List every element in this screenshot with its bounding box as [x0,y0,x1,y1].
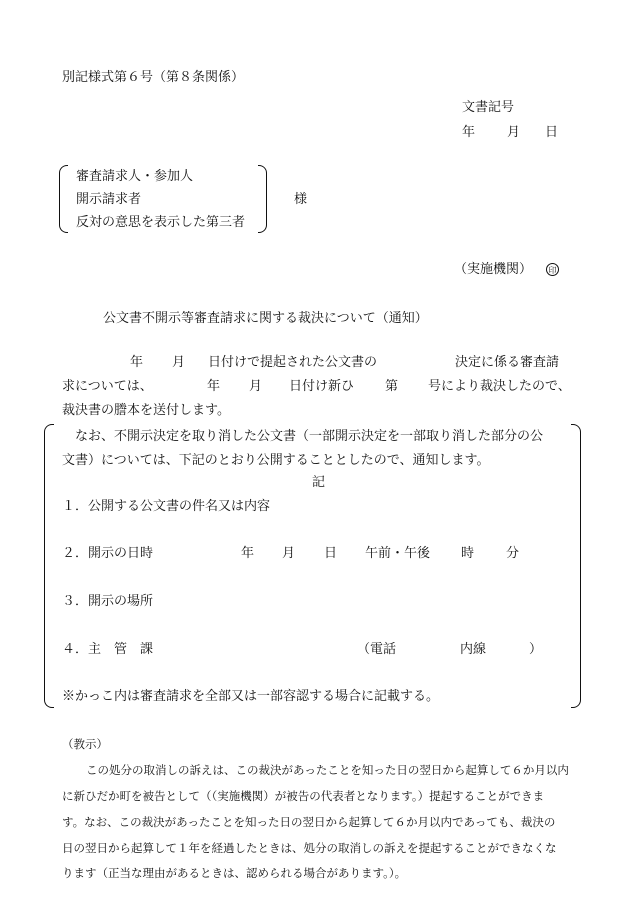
instruction-line: ります（正当な理由があるときは、認められる場合があります。）。 [62,866,407,880]
note: ※かっこ内は審査請求を全部又は一部容認する場合に記載する。 [62,689,440,704]
ki-heading: 記 [312,475,326,490]
item-3: ３．開示の場所 [62,594,154,609]
p1-text: 日付け新ひ [289,379,355,394]
item-4-label: ４．主 管 課 [62,642,154,657]
addressee-line: 審査請求人・参加人 [76,169,194,184]
honorific: 様 [294,192,308,207]
p1-text: 号により裁決したので、 [428,379,571,394]
item-2-ampm: 午前・午後 [365,546,431,561]
p1-text: 裁決書の謄本を送付します。 [62,403,230,418]
instruction-heading: （教示） [62,737,108,751]
date-month: 月 [507,125,521,140]
item-2-month: 月 [282,546,296,561]
p1-year: 年 [130,355,144,370]
item-2-minute: 分 [506,546,520,561]
instruction-line: に新ひだか町を被告として（（実施機関）が被告の代表者となります。）提起することができま [62,789,545,803]
p1-text: 求については、 [62,379,153,394]
addressee-line: 反対の意思を表示した第三者 [76,215,246,230]
p1-text: 決定に係る審査請 [455,355,560,370]
instruction-line: 日の翌日から起算して１年を経過したときは、処分の取消しの訴えを提起することができなくな [62,841,557,855]
document-number-label: 文書記号 [462,100,515,115]
p1-year: 年 [207,379,221,394]
instruction-line: この処分の取消しの訴えは、この裁決があったことを知った日の翌日から起算して６か月以内 [86,763,569,777]
p1-text: 第 [385,379,399,394]
addressee-line: 開示請求者 [76,192,142,207]
p2-text: なお、不開示決定を取り消した公文書（一部開示決定を一部取り消した部分の公 [75,429,544,444]
page-title: 公文書不開示等審査請求に関する裁決について（通知） [103,311,428,326]
instruction-line: す。なお、この裁決があったことを知った日の翌日から起算して６か月以内であっても、裁決の [62,815,556,829]
issuer-label: （実施機関） [454,262,533,277]
item-4-extension: 内線 [460,642,487,657]
addressee-bracket-right [258,165,267,233]
date-year: 年 [462,125,476,140]
item-1: １．公開する公文書の件名又は内容 [62,499,271,514]
item-2-label: ２．開示の日時 [62,546,154,561]
p1-month: 月 [249,379,263,394]
p2-text: 文書）については、下記のとおり公開することとしたので、通知します。 [62,453,490,468]
p1-text: 日付けで提起された公文書の [208,355,378,370]
item-2-day: 日 [324,546,338,561]
seal-mark: 印 [546,263,559,276]
date-day: 日 [545,125,559,140]
item-2-year: 年 [241,546,255,561]
form-number: 別記様式第６号（第８条関係） [62,70,245,85]
addressee-bracket-left [59,165,68,233]
item-2-hour: 時 [461,546,475,561]
item-4-close: ） [529,642,543,657]
section-bracket-right [571,424,581,708]
p1-month: 月 [172,355,186,370]
item-4-phone: （電話 [357,642,397,657]
section-bracket-left [44,424,54,708]
